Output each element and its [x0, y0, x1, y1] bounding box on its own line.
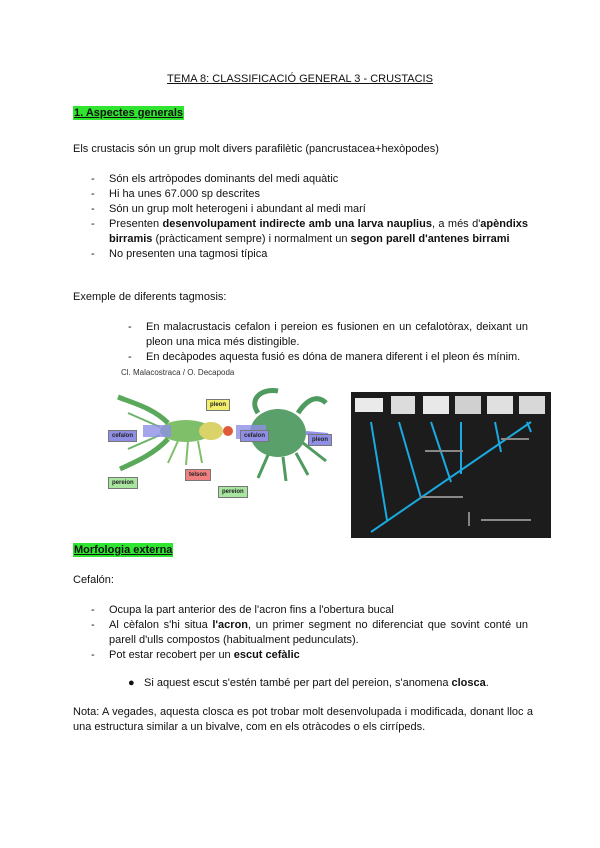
label-pereion-left: pereion [108, 477, 138, 489]
list-item: - Són els artròpodes dominants del medi aquàtic [91, 172, 528, 187]
phylogeny-figure [351, 392, 551, 538]
section-heading-aspectes [73, 107, 184, 119]
intro-paragraph: Els crustacis són un grup molt divers parafilètic (pancrustacea+hexòpodes) [73, 143, 439, 155]
label-pleon-right: pleon [308, 434, 332, 446]
example-label: Exemple de diferents tagmosis: [73, 291, 227, 303]
list-item: - Presenten desenvolupament indirecte amb una larva nauplius, a més d'apèndixs birramis (pràcticament sempre) i normalment un segon parell d'antenes birrami [91, 217, 528, 247]
list-item: - Ocupa la part anterior des de l'acron fins a l'obertura bucal [91, 603, 528, 618]
crustacean-figure [98, 383, 338, 501]
general-bullet-list [91, 172, 528, 262]
phylogeny-tree-illustration [351, 392, 551, 538]
label-pleon-top: pleon [206, 399, 230, 411]
list-item: - En decàpodes aquesta fusió es dóna de manera diferent i el pleon és mínim. [128, 350, 528, 365]
dot-bullet: ● [128, 677, 135, 689]
cefalon-bullet-list [91, 603, 528, 663]
list-item: - Hi ha unes 67.000 sp descrites [91, 187, 528, 202]
label-pereion-mid: pereion [218, 486, 248, 498]
section-heading-morfologia [73, 544, 173, 556]
cefalon-label: Cefalón: [73, 574, 114, 586]
label-cefalon-left: cefalon [108, 430, 137, 442]
page-title: TEMA 8: CLASSIFICACIÓ GENERAL 3 - CRUSTACIS [167, 73, 433, 85]
label-telson: telson [185, 469, 211, 481]
list-item: - Pot estar recobert per un escut cefàlic [91, 648, 528, 663]
closca-dot-item: ● Si aquest escut s'estén també per part del pereion, s'anomena closca. [128, 677, 489, 689]
figure-caption: Cl. Malacostraca / O. Decapoda [121, 368, 235, 377]
list-item: - En malacrustacis cefalon i pereion es fusionen en un cefalotòrax, deixant un pleon una mica més distingible. [128, 320, 528, 350]
list-item: - Al cèfalon s'hi situa l'acron, un primer segment no diferenciat que sovint conté un parell d'ulls compostos (habitualment pedunculats). [91, 618, 528, 648]
list-item: - Són un grup molt heterogeni i abundant al medi marí [91, 202, 528, 217]
list-item: - No presenten una tagmosi típica [91, 247, 528, 262]
label-cefalon-mid: cefalon [240, 430, 269, 442]
section-heading-aspectes-text: 1. Aspectes generals [74, 107, 184, 119]
note-paragraph: Nota: A vegades, aquesta closca es pot trobar molt desenvolupada i modificada, donant lloc a una estructura similar a un bivalve, com en els otràcodes o els cirrípeds. [73, 706, 533, 733]
tagmosis-bullet-list [128, 320, 528, 365]
section-heading-morfologia-text: Morfologia externa [74, 544, 173, 556]
